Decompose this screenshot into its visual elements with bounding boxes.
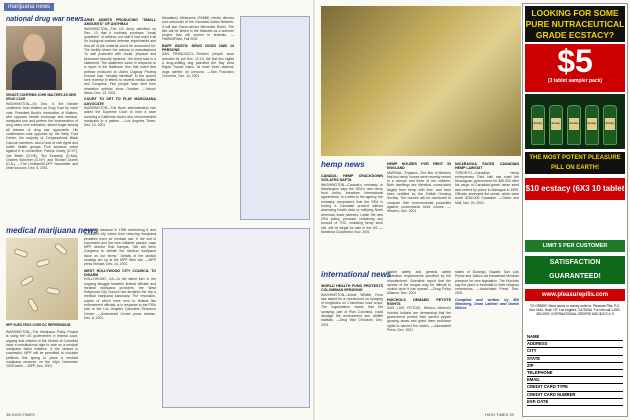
form-field[interactable]: ADDRESS (527, 341, 623, 348)
story-famm-body: Mandatory Minimums (FAMM) media director and cofounder of the Cannabis Action Network. It will star Oscar-winner Mercedes Ruehl. The film will be filmed in the Midwest as a summer project that will screen in festivals. —FAMMGRAM, Fall 2001 (162, 16, 234, 42)
column-hemp-1 (321, 172, 383, 264)
ad-tagline: THE MOST POTENT PLEASURE PILL ON EARTH! (525, 152, 625, 174)
story-canada-body: WASHINGTON—Canada's embassy in Washington says the DEA's new hemp food policy breaches international agreements. In a letter to the agency, the embassy complained that the DEA is forcing a Canadian product without assessing health risks or notifying North American trade partners. Under the new DEA policy, products containing any amount of THC, including hemp seed oils, will be illegal for sale in the US. —Manitoba Cooperator, Nov. 2001 (321, 182, 383, 234)
story-nicaragua-head: NICARAGUA FACES CANADIAN HEMP LAWSUIT (455, 162, 519, 171)
story-huichol-body: SAN LUIS POTOSI, Mexico—Mexico's Huichol Indians are demanding that the government protect their sacred peyote growing areas and grant them exclusive rights to harvest the cactus. —Associated Press, Dec. 2001 (387, 306, 451, 332)
story-bart-head: BART BUSTS: DRUG DOGS NAB 13 PERSONS (162, 43, 234, 53)
story-huichol-head: HUICHOLS DEMAND PEYOTE RIGHTS (387, 297, 451, 307)
ad-headline: LOOKING FOR SOME PURE NUTRACEUTICAL GRADE ECSTACY? (525, 8, 625, 40)
ad-url[interactable]: www.pleasurepills.com (525, 289, 625, 301)
left-folio: 38 HIGH TIMES (6, 412, 35, 417)
story-england-body: MARINAL, England—The first of Britain's first two hemp homes were recently rented to a woman and three of her children. Both dwellings are identical, constructed largely from hemp with lime, and have been certified by the Suffolk Housing Society. The houses will be monitored to compare their environmental properties against conventional brick homes. —Reuters, Dec. 2001 (387, 170, 451, 214)
ad-price-sub: (3 tablet sampler pack) (547, 78, 603, 84)
story-nicaragua-body: TORONTO—Canadian hemp entrepreneur Paul Hall has sued the Nicaraguan government for $30,000 after his cargo of Canadian-grown hemp seed was seized by police in Managua in 1999. Officials destroyed the seeds, which were worth $250,000 Canadian. —Globe and Mail, Nov. 20, 2001 (455, 170, 519, 205)
story-court-head: COURT TO SET TO FLAY MARIJUANA ADVOCATE (84, 97, 156, 106)
story-peyote-body: states of Durango, Nayarit, San Luis Potosi and Jalisco via threatened Mexican pressure for new legislation. The Huichols say the plant is essential to their religious ceremonies. —Associated Press, Dec. 2001 (455, 270, 519, 296)
form-field[interactable]: STATE (527, 356, 623, 363)
form-field[interactable]: EXP. DATE (527, 399, 623, 406)
walters-photo (6, 26, 62, 90)
ad-offer: $10 ecstacy (6X3 10 tablet bottle) (525, 178, 625, 200)
national-drug-war-headline: national drug war news (6, 16, 84, 23)
mpp-caption: HPP SUES FEDS OVER DC REFERENDUM (6, 323, 71, 327)
column-intl-2 (387, 270, 451, 408)
lower-box (162, 228, 310, 408)
column-2 (84, 16, 156, 220)
photo-caption: SENATE CONFIRMS JOHN WALTERS AS NEW DRUG CZAR (6, 93, 77, 101)
ad-price: $5 (557, 43, 593, 79)
ad-price-block (525, 44, 625, 92)
sidebar-box (240, 16, 310, 220)
form-field[interactable]: EMAIL (527, 377, 623, 384)
story-weho-body: HOLLYWOOD, CA—In the latest turn in the ongoing struggle between federal officials and medical marijuana providers, the West Hollywood City Council has declared the city a medical marijuana sanctuary. The resolution, copies of which were sent to federal law enforcement officials, is in response to the FBI's raid of the Los Angeles Cannabis Resource Center. —Underworld Center press release, Dec. 6, 2001 (84, 277, 156, 320)
form-field[interactable]: ZIP (527, 363, 623, 370)
story-fungus-body: worker safety and general safety protection requirements specified by the manufacturer. Scientists report that the spread of the fungus may be difficult to control once it has spread. —Drug Policy Alliance, Dec. 2001 (387, 270, 451, 296)
bottle: Ecstacy (585, 105, 599, 145)
column-intl-1 (321, 282, 383, 408)
medical-marijuana-headline: medical marijuana news (6, 226, 99, 235)
story-anthrax-body: WASHINGTON—The US Army admitted on Dec. 13 that it routinely produces "small quantities" of anthrax, but said it had used it all for biological warfare defense experiments and that all of the material could be accounted for. The facility where the anthrax is manufactured "is well protected with visual, physical and personnel security systems," the Army said in a statement. The statement came in response to a report in the Baltimore Sun that noted that anthrax produced at Utah's Dugway Proving Ground was "virtually identical" to the spores sent recently in letters to several media outlets and Congress. Five people have died from inhalation anthrax since October. —Yahoo! News, Dec. 13, 2001 (84, 26, 156, 96)
hemp-photo (321, 6, 521, 156)
story-walters: WASHINGTON—On Dec. 5, the Senate confirmed John Walters as Drug Czar by voice vote. President Bush's nomination of Walters, who opposes needle exchange and medical-marijuana use and prefers the incarceration of drug users over education, stirred anger among all classes of drug war opponents. His confirmation was opposed by the Betty Ford Center, the majority of Congressional Black Caucus members, and a host of civil rights and public health groups. Five senators voted against it in committee: Patrick Leahy (D-VT), Joe Biden (D-DE), Ted Kennedy (D-MA), Charles Schumer (D-NY), and Richard Durbin (D-IL). —The Lindesmith-DPF Newsletter and other sources, Dec. 8, 2001 (6, 102, 78, 171)
story-canada-head: CANADA: HEMP CRACKDOWN VIOLATES NAFTA (321, 174, 383, 183)
story-bart-body: SAN FRANCISCO—Thirteen people were arrested for pot Dec. 12-13, the first two nights a drug-sniffing dog patrolled the Bay Area Rapid Transit trains. At least three stations' dogs alerted on persons. —San Francisco Chronicle, Dec. 14, 2001 (162, 52, 234, 78)
form-field[interactable]: NAME (527, 334, 623, 341)
hemp-news-headline: hemp news (321, 160, 365, 169)
ad-order-form[interactable] (527, 334, 623, 406)
right-folio: HIGH TIMES 39 (485, 412, 514, 417)
ecstacy-advertisement (522, 3, 628, 417)
story-dc-body: passed a measure in 1998 overturning it, and prohibited city voters from reducing marijuana penalties even for medical use. If the suit is successful and the new initiative passes, says MPP director Rob Kampia, "We will force Congress to debate the medical marijuana issue on our terms." Details of the lawsuit strategy are up at the MPP Web site. —MPP press release, Dec. 14, 2001 (84, 228, 156, 267)
story-mpp: WASHINGTON—The Marijuana Policy Project is suing the US government in federal court, arguing that citizens in the District of Columbia have a constitutional right to vote on a medical marijuana ballot initiative. If the lawsuit is successful, MPP will be permitted to circulate petitions this spring to place a medical marijuana measure on the city's November 2002 ballot. —MPP, Dec. 2001 (6, 330, 78, 369)
form-field[interactable]: TELEPHONE (527, 370, 623, 377)
ad-guarantee: SATISFACTION GUARANTEED! (525, 256, 625, 284)
ad-bottles-photo (525, 94, 625, 149)
bottle: Ecstacy (531, 105, 545, 145)
column-3 (162, 16, 234, 220)
story-wwf-body: WASHINGTON—World Wildlife Fund has asked for a moratorium on spraying of fungicides on Colombian coca crops. The organization warns that the spraying, part of Plan Colombia, could damage the environment and wildlife habitats. —Drug War Chronicle, Dec. 2001 (321, 292, 383, 327)
credit-line: Compiled and written by Bill Weinberg, Dean Latimer and Daniel Wilcox (455, 297, 519, 311)
section-tab: marijuana news (4, 3, 54, 11)
column-intl-3 (455, 270, 519, 408)
form-field[interactable]: CREDIT CARD TYPE (527, 384, 623, 391)
column-hemp-2 (387, 160, 451, 264)
pills-photo (6, 238, 78, 320)
bottle: Ecstacy (603, 105, 617, 145)
story-anthrax-head: ARMY ADMITS PRODUCING "SMALL AMOUNTS" OF ANTHRAX (84, 18, 156, 27)
bottle: Ecstacy (549, 105, 563, 145)
form-field[interactable]: CREDIT CARD NUMBER (527, 392, 623, 399)
ad-limit: LIMIT 5 PER CUSTOMER (525, 240, 625, 252)
form-field[interactable]: CITY (527, 348, 623, 355)
story-wwf-head: WORLD HEALTH FUND PROTESTS COLOMBIAN SPRAYING (321, 284, 383, 293)
ad-order-text: TO ORDER: Send check or money order to: Pleasure Pills, P.O. Box 4444, Dept. HT, Los Angeles, CA 90044. For info call 1-800-363-0000. INTERNATIONAL ORDERS ADD $10 S & H (529, 304, 621, 316)
bottle: Ecstacy (567, 105, 581, 145)
story-weho-head: WEST HOLLYWOOD CITY COUNCIL TO DISARM (84, 268, 156, 277)
column-hemp-3 (455, 160, 519, 264)
column-lower-2 (84, 228, 156, 408)
international-news-headline: international news (321, 270, 392, 279)
story-england-head: HEMP HOUSES FOR RENT IN ENGLAND (387, 162, 451, 171)
story-court-body: WASHINGTON—The Bush administration has asked the Supreme Court to hear a case involving a California doctor who recommended marijuana to a patient. —Los Angeles Times, Dec. 13, 2001 (84, 105, 156, 128)
